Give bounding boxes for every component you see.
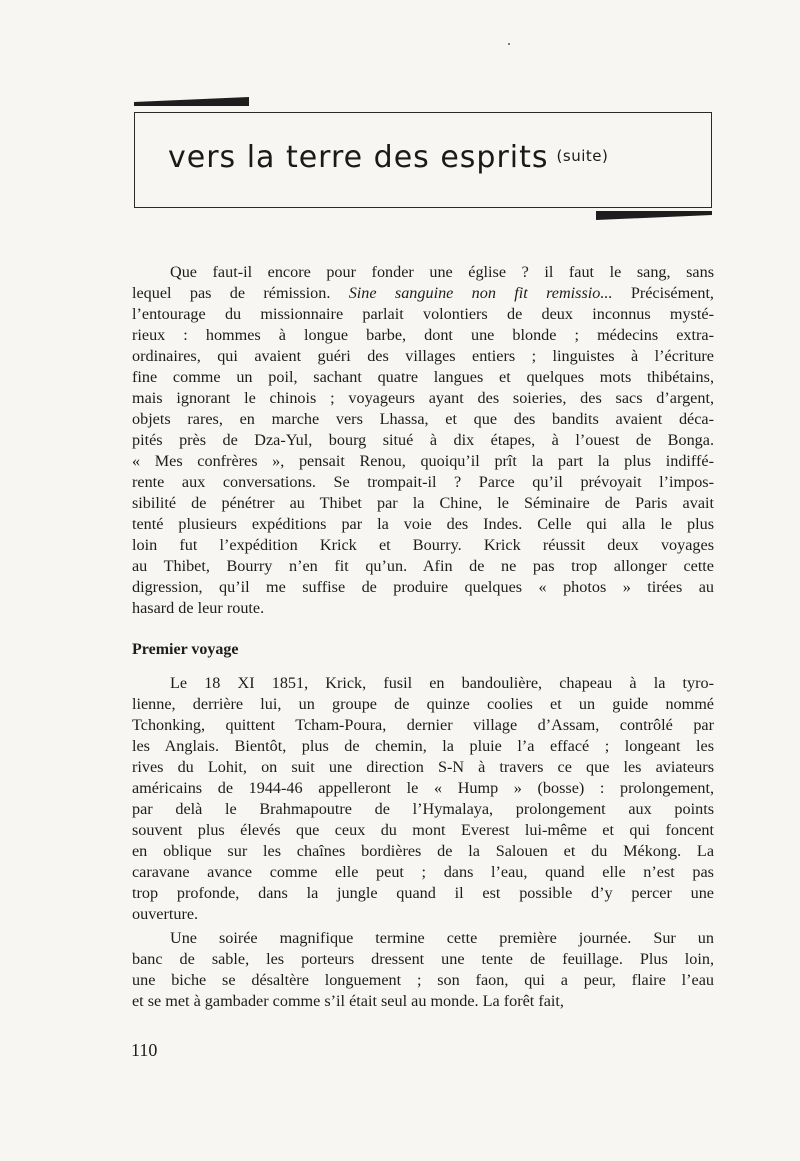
text-line: mais ignorant le chinois ; voyageurs ayant des soieries, des sacs d’argent, xyxy=(132,389,714,407)
text-line: pités près de Dza-Yul, bourg situé à dix étapes, à l’ouest de Bonga. xyxy=(132,431,714,449)
text-line: au Thibet, Bourry n’en fit qu’un. Afin de ne pas trop allonger cette xyxy=(132,557,714,575)
text-line: objets rares, en marche vers Lhassa, et que des bandits avaient déca- xyxy=(132,410,714,428)
text-line: une biche se désaltère longuement ; son faon, qui a peur, flaire l’eau xyxy=(132,971,714,989)
text-line: l’entourage du missionnaire parlait volontiers de deux inconnus mysté- xyxy=(132,305,714,323)
chapter-title-text: vers la terre des esprits xyxy=(168,140,549,175)
text-line: par delà le Brahmapoutre de l’Hymalaya, prolongement aux points xyxy=(132,800,714,818)
text-line: ordinaires, qui avaient guéri des villages entiers ; linguistes à l’écriture xyxy=(132,347,714,365)
title-rule-bottom xyxy=(596,211,712,220)
text-line: les Anglais. Bientôt, plus de chemin, la pluie l’a effacé ; longeant les xyxy=(132,737,714,755)
paragraph-1 xyxy=(132,262,714,619)
title-rule-top xyxy=(134,97,249,106)
text-line: hasard de leur route. xyxy=(132,599,265,617)
text-line: loin fut l’expédition Krick et Bourry. Krick réussit deux voyages xyxy=(132,536,714,554)
text-line: lequel pas de rémission. Sine sanguine non fit remissio... Précisément, xyxy=(132,284,714,302)
text-line: et se met à gambader comme s’il était seul au monde. La forêt fait, xyxy=(132,992,564,1010)
paper-speck xyxy=(508,43,510,45)
text-line: rives du Lohit, on suit une direction S-N à travers ce que les aviateurs xyxy=(132,758,714,776)
paragraph-3 xyxy=(132,928,714,1012)
section-heading: Premier voyage xyxy=(132,641,239,658)
text-line: Que faut-il encore pour fonder une église ? il faut le sang, sans xyxy=(170,263,714,281)
text-line: rente aux conversations. Se trompait-il ? Parce qu’il prévoyait l’impos- xyxy=(132,473,714,491)
text-line: caravane avance comme elle peut ; dans l’eau, quand elle n’est pas xyxy=(132,863,714,881)
text-line: lienne, derrière lui, un groupe de quinze coolies et un guide nommé xyxy=(132,695,714,713)
text-line: banc de sable, les porteurs dressent une tente de feuillage. Plus loin, xyxy=(132,950,714,968)
paragraph-2 xyxy=(132,673,714,925)
text-line: digression, qu’il me suffise de produire quelques « photos » tirées au xyxy=(132,578,714,596)
text-line: fine comme un poil, sachant quatre langues et quelques mots thibétains, xyxy=(132,368,714,386)
text-line: Une soirée magnifique termine cette première journée. Sur un xyxy=(170,929,714,947)
chapter-title-suite: (suite) xyxy=(556,147,609,165)
text-line: trop profonde, dans la jungle quand il est possible d’y percer une xyxy=(132,884,714,902)
text-line: « Mes confrères », pensait Renou, quoiqu’il prît la part la plus indiffé- xyxy=(132,452,714,470)
text-line: en oblique sur les chaînes bordières de la Salouen et du Mékong. La xyxy=(132,842,714,860)
text-line: Tchonking, quittent Tcham-Poura, dernier village d’Assam, contrôlé par xyxy=(132,716,714,734)
text-line: Le 18 XI 1851, Krick, fusil en bandoulière, chapeau à la tyro- xyxy=(170,674,714,692)
text-line: souvent plus élevés que ceux du mont Everest lui-même et qui foncent xyxy=(132,821,714,839)
text-line: rieux : hommes à longue barbe, dont une blonde ; médecins extra- xyxy=(132,326,714,344)
text-line: américains de 1944-46 appelleront le « Hump » (bosse) : prolongement, xyxy=(132,779,714,797)
text-line: ouverture. xyxy=(132,905,199,923)
chapter-title xyxy=(168,140,608,175)
page-number: 110 xyxy=(131,1040,158,1060)
text-line: sibilité de pénétrer au Thibet par la Chine, le Séminaire de Paris avait xyxy=(132,494,714,512)
text-line: tenté plusieurs expéditions par la voie des Indes. Celle qui alla le plus xyxy=(132,515,714,533)
